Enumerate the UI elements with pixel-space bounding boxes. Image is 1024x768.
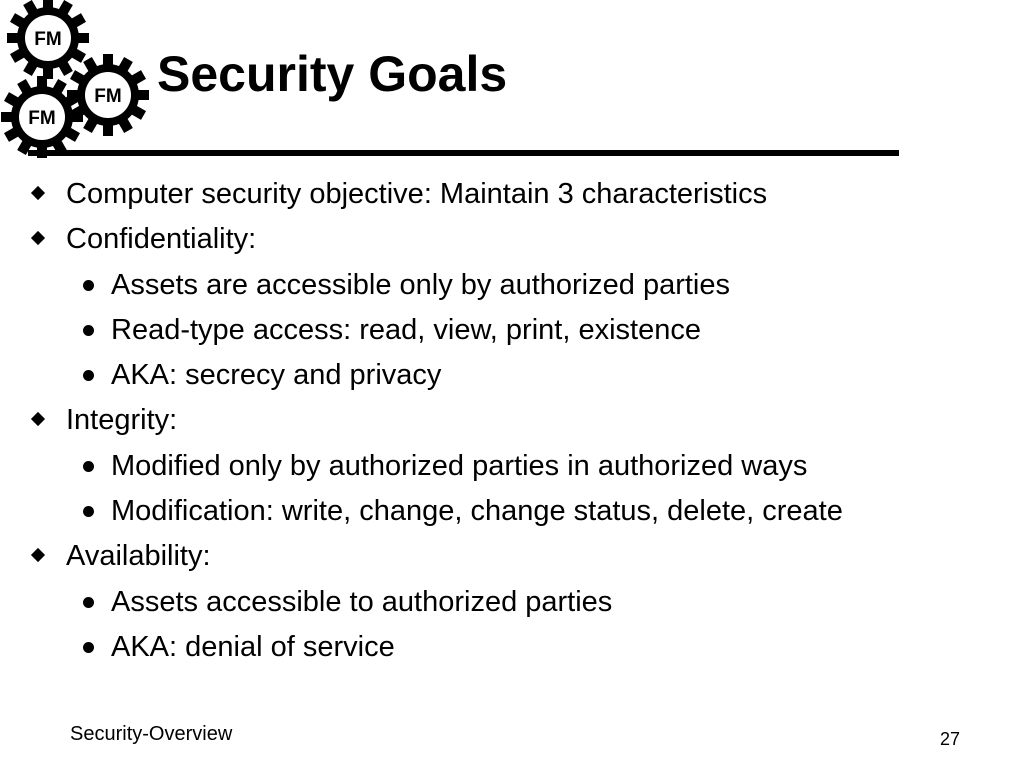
diamond-bullet-icon	[31, 548, 45, 562]
gear-label: FM	[28, 108, 56, 129]
dot-bullet-icon	[83, 597, 94, 608]
bullet-text: Availability:	[66, 540, 211, 573]
bullet-item	[0, 534, 1024, 579]
bullet-text: Assets accessible to authorized parties	[111, 585, 613, 618]
dot-bullet-icon	[83, 370, 94, 381]
dot-bullet-icon	[83, 461, 94, 472]
gear-icon	[67, 54, 149, 136]
sub-bullet-item	[0, 263, 1024, 308]
title-underline	[28, 150, 899, 156]
bullet-text: Confidentiality:	[66, 223, 257, 256]
dot-bullet-icon	[83, 642, 94, 653]
sub-bullet-item	[0, 625, 1024, 670]
page-number: 27	[940, 729, 961, 749]
dot-bullet-icon	[83, 280, 94, 291]
bullet-item	[0, 217, 1024, 262]
bullet-text: Modified only by authorized parties in authorized ways	[111, 449, 808, 482]
diamond-bullet-icon	[31, 412, 45, 426]
gear-label: FM	[34, 29, 62, 50]
dot-bullet-icon	[83, 325, 94, 336]
sub-bullet-item	[0, 489, 1024, 534]
sub-bullet-item	[0, 580, 1024, 625]
bullet-item	[0, 172, 1024, 217]
gear-icon	[1, 76, 83, 158]
bullet-text: Read-type access: read, view, print, existence	[111, 313, 701, 346]
bullet-text: AKA: secrecy and privacy	[111, 359, 442, 392]
sub-bullet-item	[0, 353, 1024, 398]
sub-bullet-item	[0, 444, 1024, 489]
diamond-bullet-icon	[31, 231, 45, 245]
bullet-item	[0, 398, 1024, 443]
gear-label: FM	[94, 86, 122, 107]
diamond-bullet-icon	[31, 186, 45, 200]
bullet-text: AKA: denial of service	[111, 630, 395, 663]
bullet-text: Integrity:	[66, 404, 178, 437]
gear-icon	[7, 0, 89, 79]
bullet-text: Computer security objective: Maintain 3 characteristics	[66, 178, 768, 210]
dot-bullet-icon	[83, 506, 94, 517]
sub-bullet-item	[0, 308, 1024, 353]
slide-title: Security Goals	[157, 46, 508, 102]
bullet-text: Modification: write, change, change status, delete, create	[111, 495, 843, 528]
fm-gears-logo	[0, 0, 160, 160]
footer-label: Security-Overview	[70, 723, 233, 745]
bullet-list	[0, 172, 1024, 670]
bullet-text: Assets are accessible only by authorized parties	[111, 268, 730, 301]
